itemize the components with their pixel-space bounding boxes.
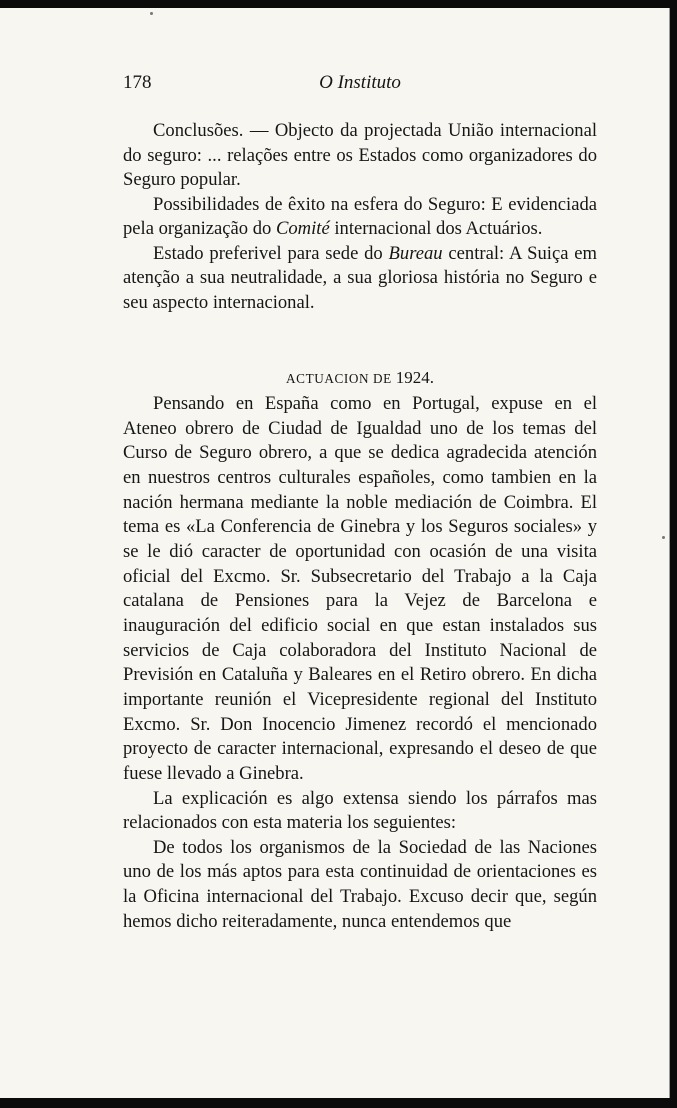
emphasis: Bureau: [388, 242, 443, 264]
running-head: O Instituto: [319, 72, 401, 93]
paragraph: Conclusões. — Objecto da projectada União internacional do seguro: ... relações entre os Estados como organizadores do Seguro popular.: [123, 120, 597, 190]
section-year: 1924.: [395, 368, 434, 387]
page-header: [123, 72, 597, 98]
paper-speck: [662, 536, 665, 539]
emphasis: Comité: [275, 218, 330, 239]
body-block: [123, 392, 597, 934]
intro-block: [123, 119, 597, 315]
paragraph: Possibilidades de êxito na esfera do Seguro: E evidenciada pela organização do Comité internacional dos Actuários.: [123, 193, 597, 239]
paragraph: Estado preferivel para sede do Bureau central: A Suiça em atenção a sua neutralidade, a sua gloriosa história no Seguro e seu aspecto internacional.: [123, 242, 597, 313]
paper-speck: [150, 12, 153, 15]
section-title: [123, 368, 597, 388]
paragraph: De todos los organismos de la Sociedad de las Naciones uno de los más aptos para esta continuidad de orientaciones es la Oficina internacional del Trabajo. Excuso decir que, según hemos dicho reiteradamente, nunca entendemos que: [123, 836, 597, 932]
book-page: [0, 8, 670, 1098]
paragraph: Pensando en España como en Portugal, expuse en el Ateneo obrero de Ciudad de Igualdad uno de los temas del Curso de Seguro obrero, a que se dedica agradecida atención en nuestros centros culturales españoles, como tambien en la nación hermana mediante la noble mediación de Coimbra. El tema es «La Conferencia de Ginebra y los Seguros sociales» y se le dió caracter de oportunidad con ocasión de una visita oficial del Excmo. Sr. Subsecretario del Trabajo a la Caja catalana de Pensiones para la Vejez de Barcelona e inauguración del edificio social en que estan instalados sus servicios de Caja colaboradora del Instituto Nacional de Previsión en Cataluña y Baleares en el Retiro obrero. En dicha importante reunión el Vicepresidente regional del Instituto Excmo. Sr. Don Inocencio Jimenez recordó el mencionado proyecto de caracter internacional, expresando el deseo de que fuese llevado a Ginebra.: [123, 393, 597, 784]
paragraph: La explicación es algo extensa siendo los párrafos mas relacionados con esta materia los seguientes:: [123, 787, 597, 834]
page-number: 178: [123, 72, 152, 93]
section-title-text: ACTUACION DE: [286, 371, 392, 386]
